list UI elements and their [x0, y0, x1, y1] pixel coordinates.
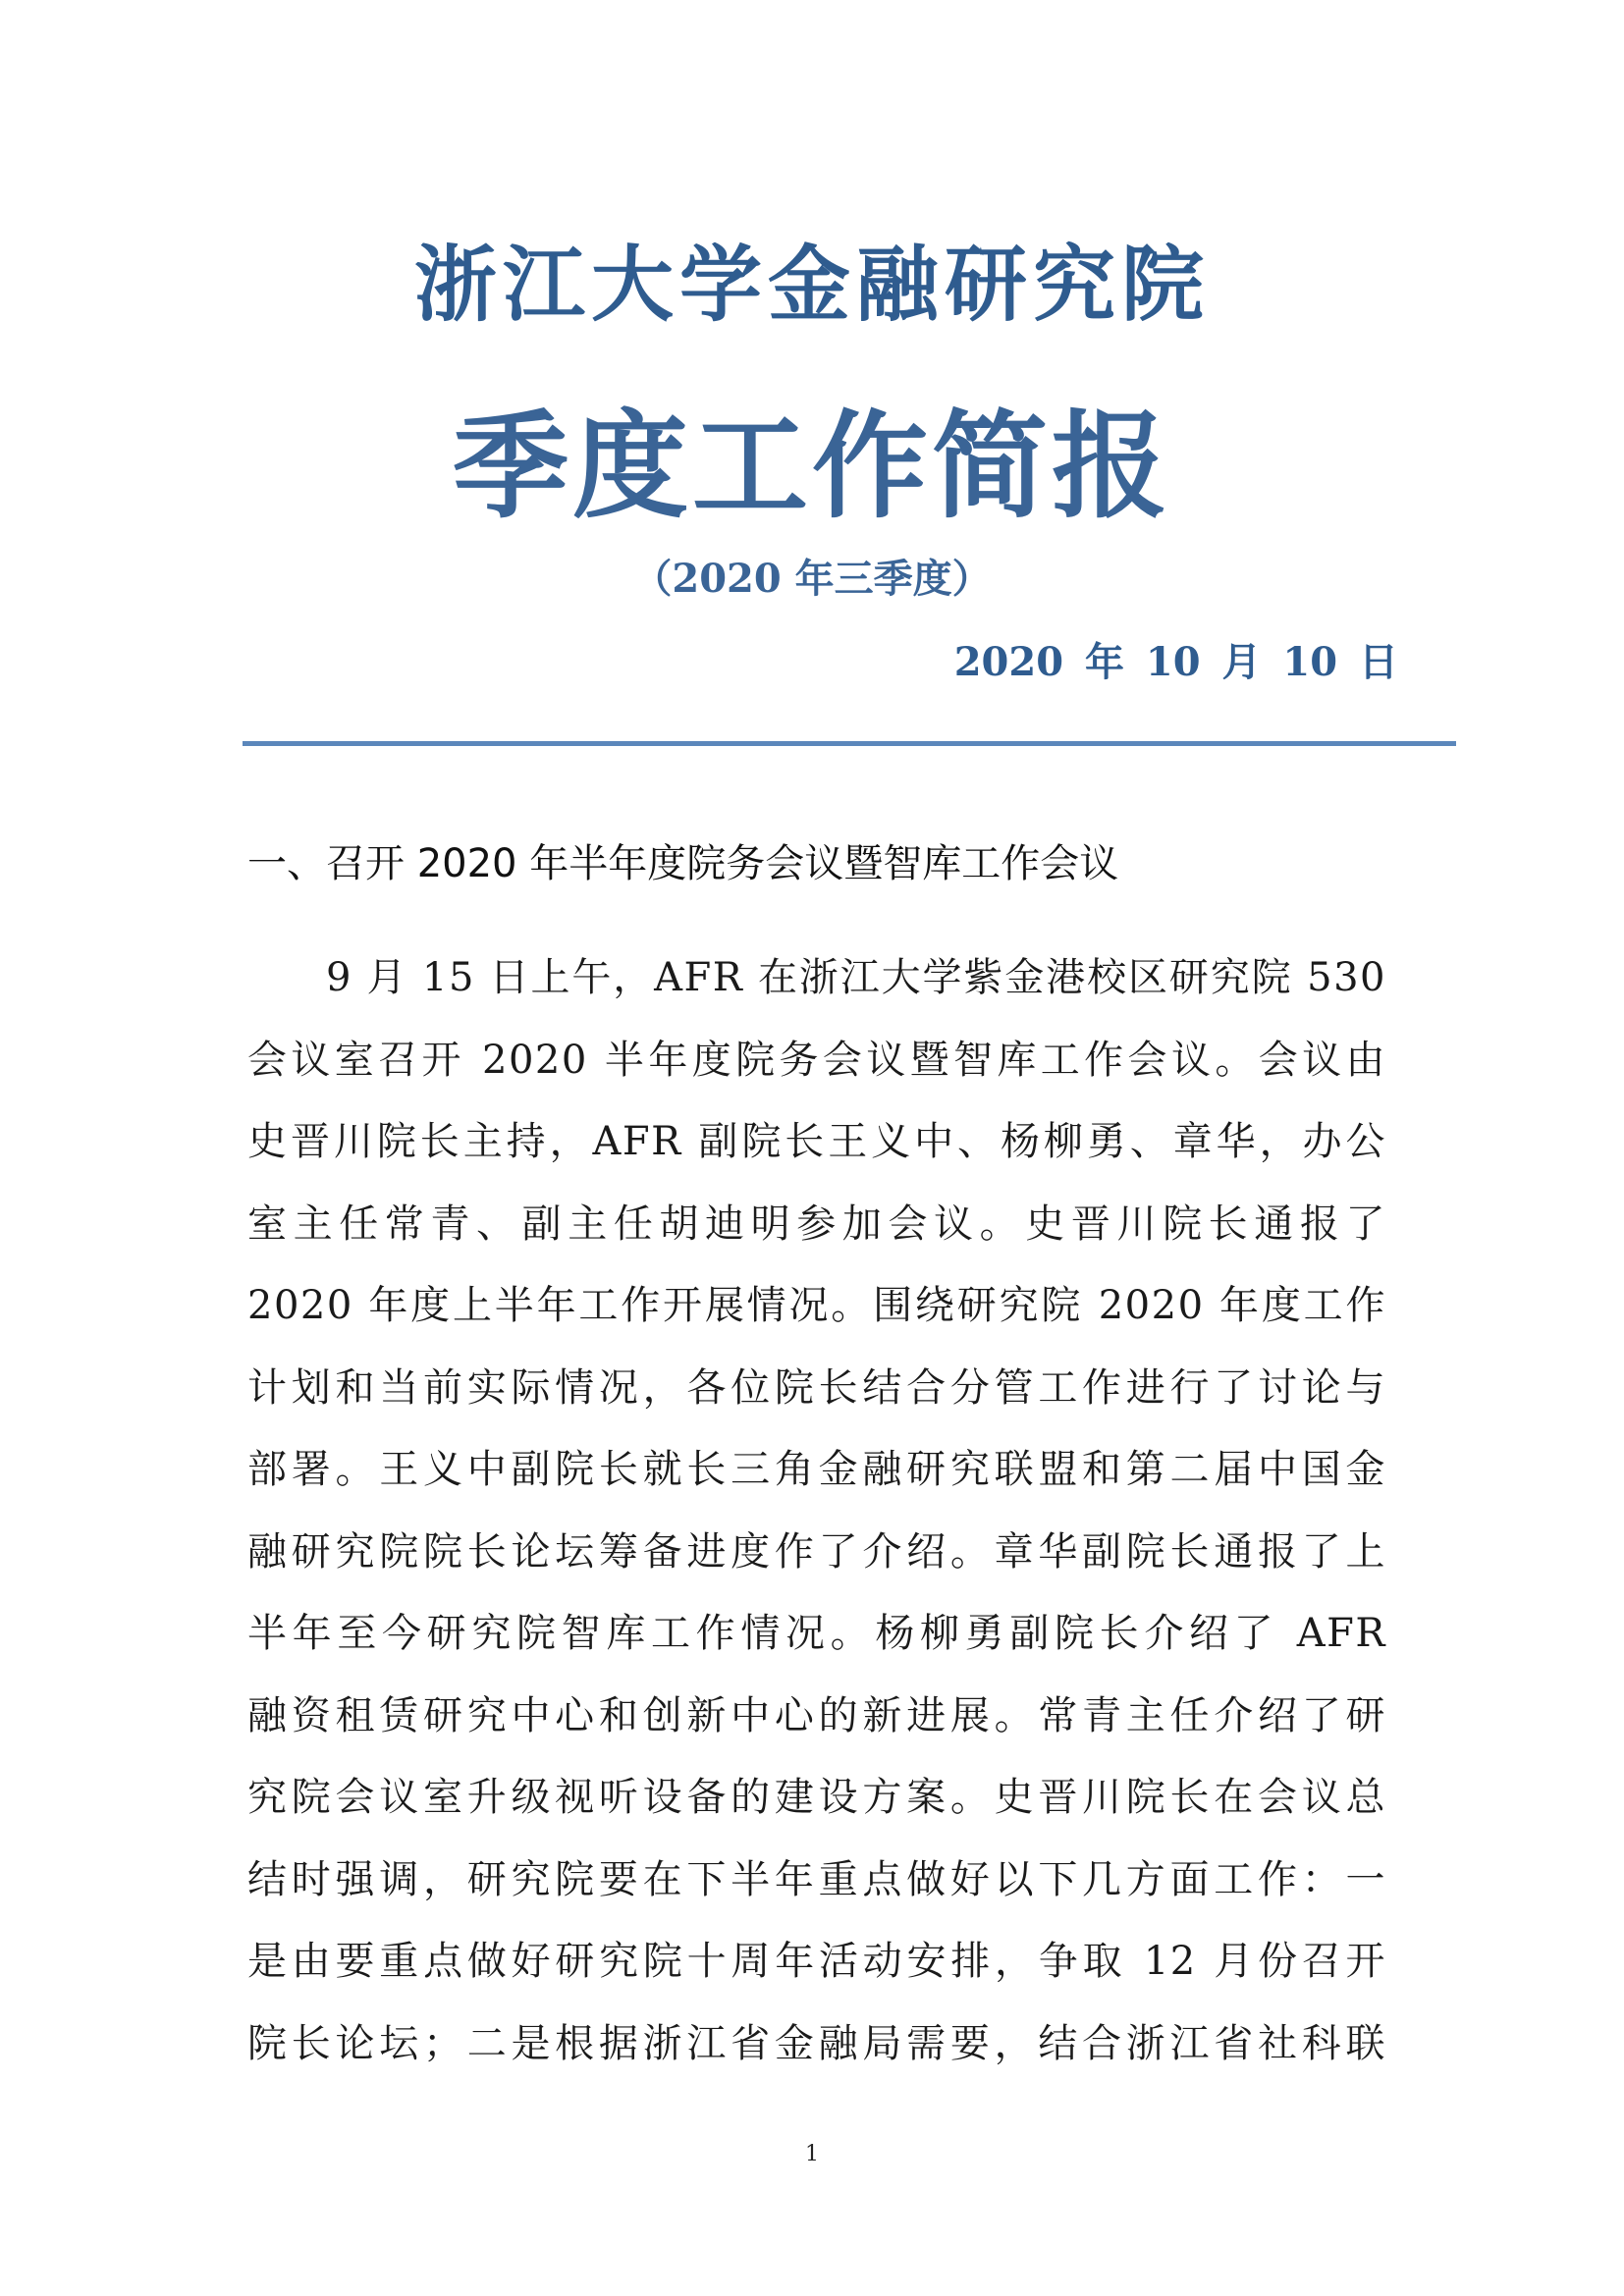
document-title: 季度工作简报 — [452, 398, 1171, 534]
paragraph-line: 2020 年度上半年工作开展情况。围绕研究院 2020 年度工作 — [247, 1283, 1386, 1328]
organization-title: 浙江大学金融研究院 — [413, 237, 1210, 333]
report-date: 2020 年 10 月 10 日 — [953, 639, 1398, 685]
paragraph-line: 室主任常青、副主任胡迪明参加会议。史晋川院长通报了 — [247, 1201, 1386, 1247]
section-body — [247, 937, 1386, 2085]
paragraph-line: 是由要重点做好研究院十周年活动安排，争取 12 月份召开 — [247, 1939, 1386, 1984]
paragraph-line: 融研究院院长论坛筹备进度作了介绍。章华副院长通报了上 — [247, 1528, 1386, 1575]
page-number: 1 — [805, 2142, 819, 2166]
paragraph-line: 结时强调，研究院要在下半年重点做好以下几方面工作：一 — [247, 1856, 1386, 1902]
paragraph-line: 会议室召开 2020 半年度院务会议暨智库工作会议。会议由 — [247, 1037, 1386, 1083]
header-divider — [243, 741, 1456, 746]
paragraph-line: 融资租赁研究中心和创新中心的新进展。常青主任介绍了研 — [247, 1692, 1386, 1738]
paragraph-line: 部署。王义中副院长就长三角金融研究联盟和第二届中国金 — [247, 1447, 1386, 1492]
paragraph-line: 计划和当前实际情况，各位院长结合分管工作进行了讨论与 — [247, 1364, 1386, 1411]
section-heading: 一、召开 2020 年半年度院务会议暨智库工作会议 — [247, 841, 1119, 886]
paragraph-line: 9 月 15 日上午，AFR 在浙江大学紫金港校区研究院 530 — [326, 955, 1386, 1000]
paragraph-line: 究院会议室升级视听设备的建设方案。史晋川院长在会议总 — [247, 1775, 1386, 1820]
paragraph-line: 史晋川院长主持，AFR 副院长王义中、杨柳勇、章华，办公 — [247, 1119, 1386, 1164]
report-period: （2020 年三季度） — [632, 556, 992, 602]
paragraph-line: 院长论坛；二是根据浙江省金融局需要，结合浙江省社科联 — [247, 2020, 1386, 2066]
paragraph-line: 半年至今研究院智库工作情况。杨柳勇副院长介绍了 AFR — [247, 1611, 1386, 1656]
